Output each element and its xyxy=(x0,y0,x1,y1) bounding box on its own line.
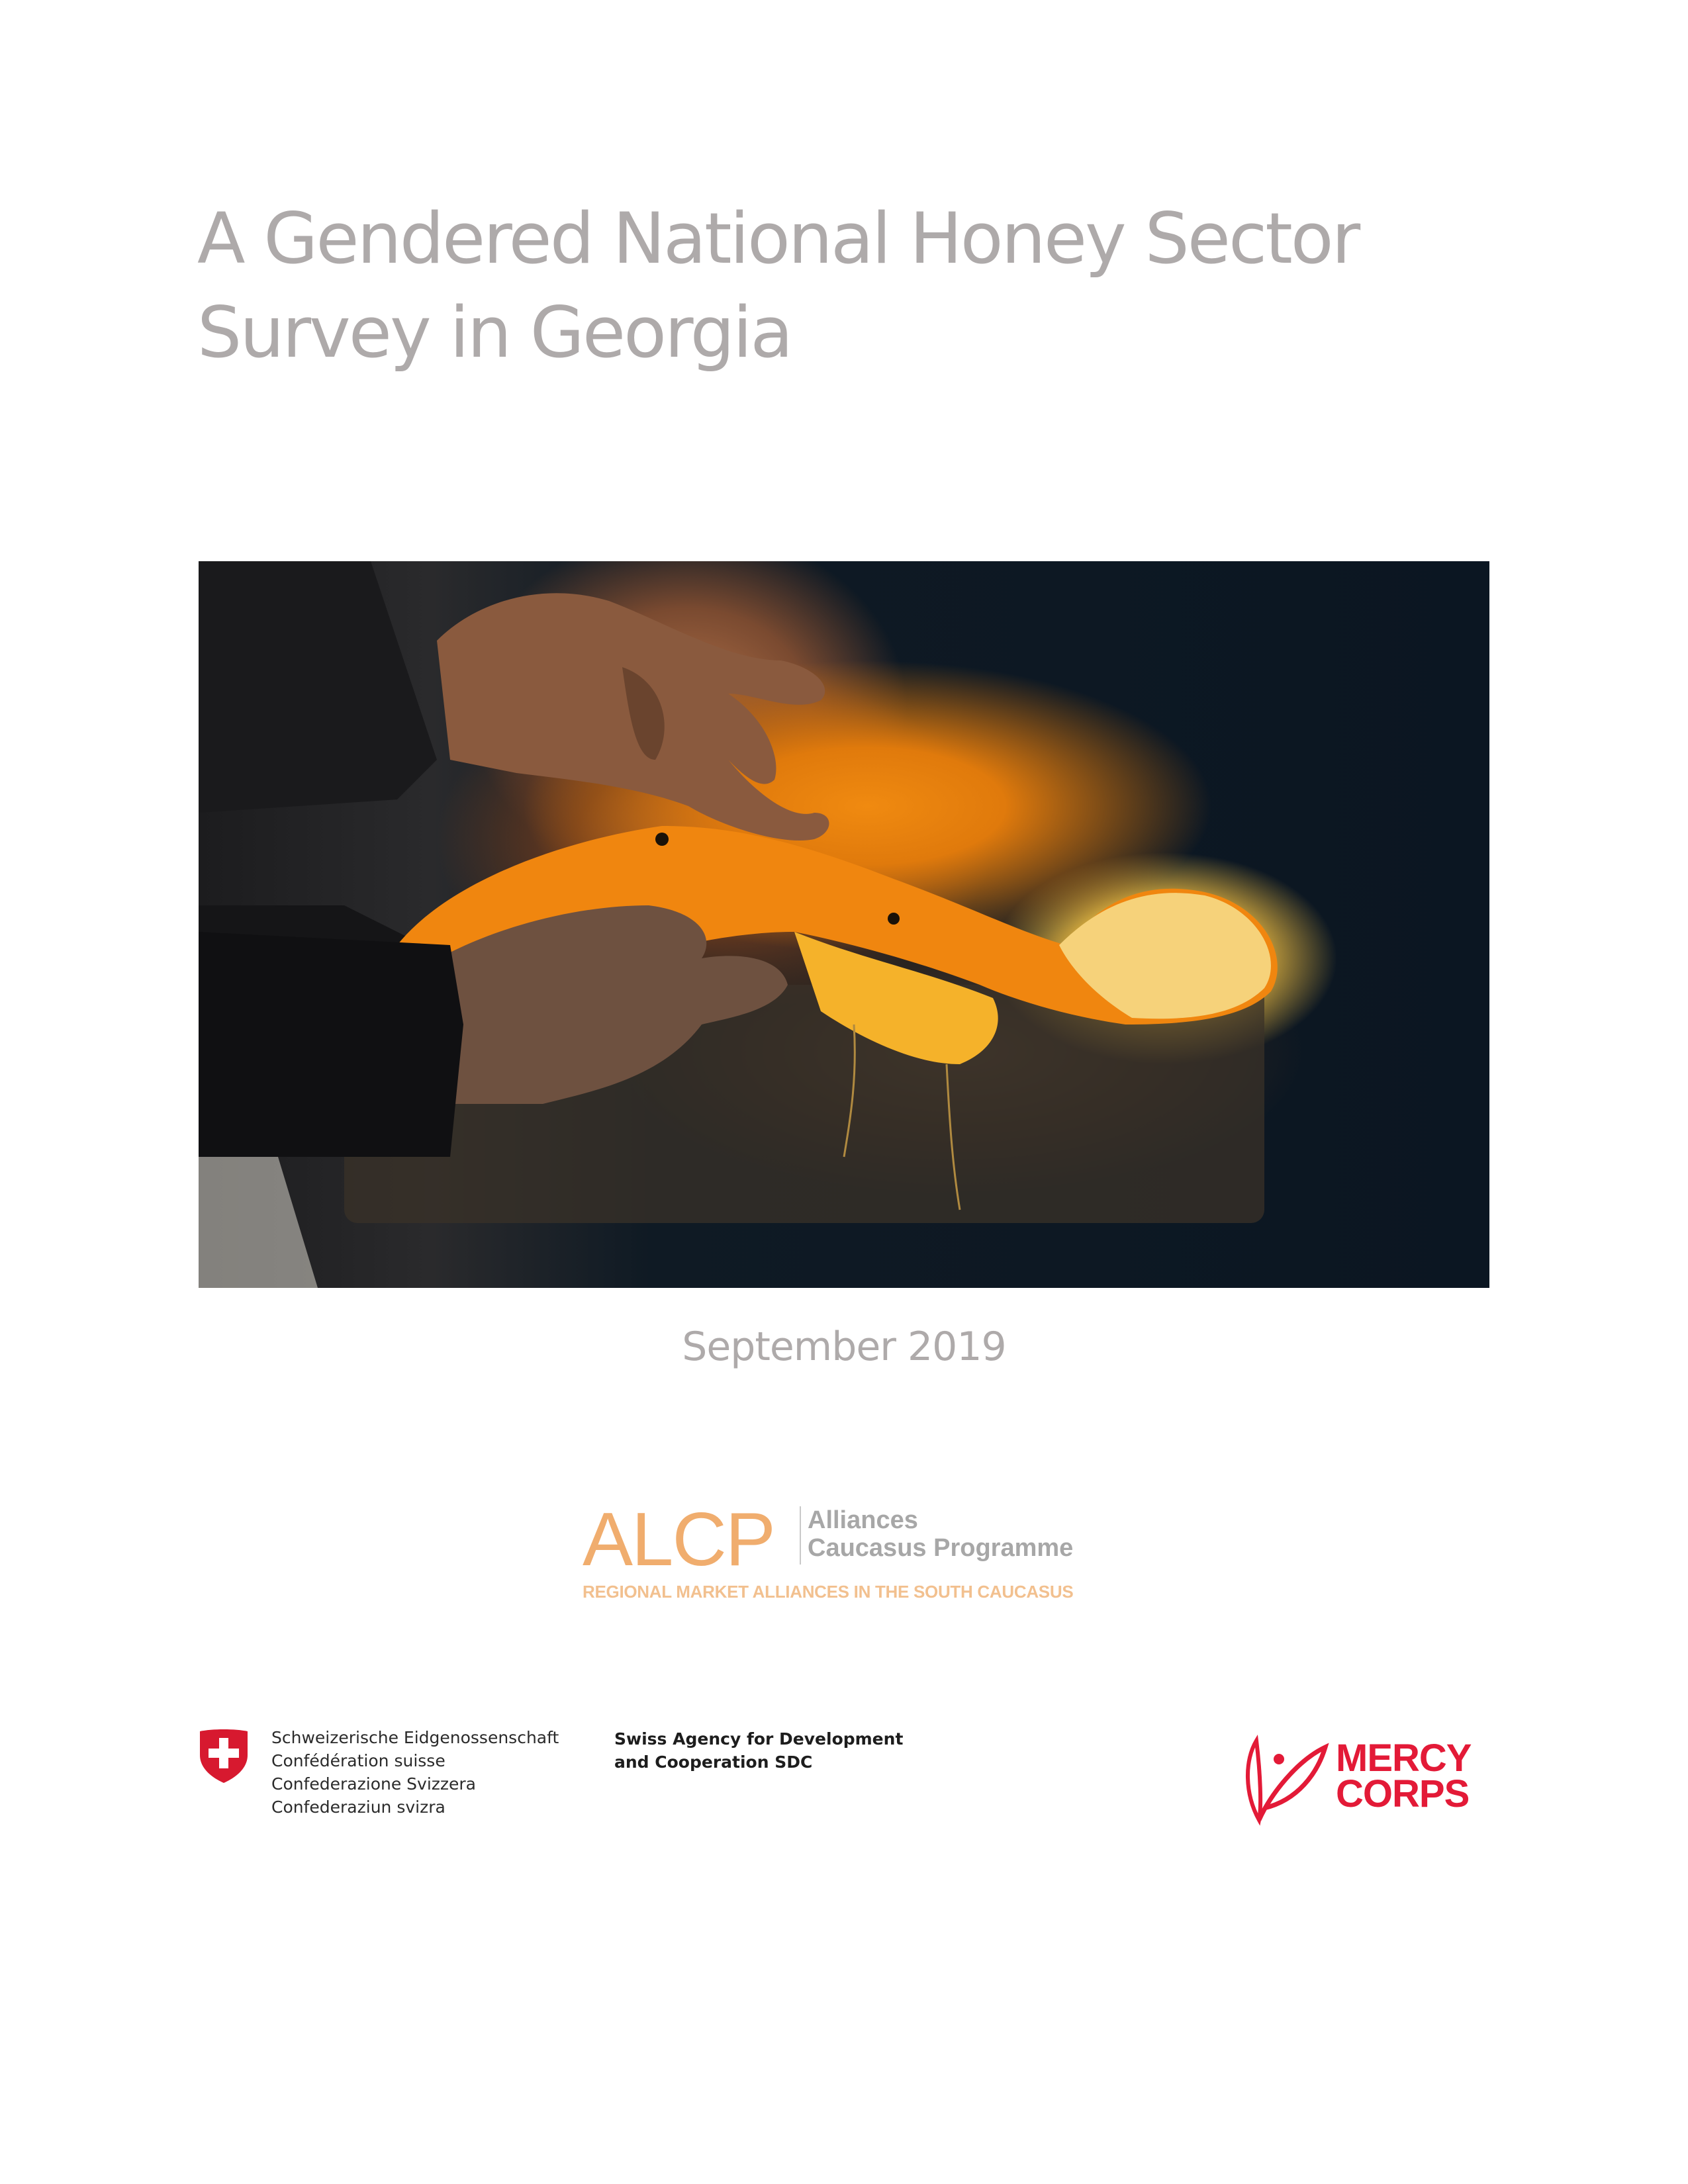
swiss-name-german: Schweizerische Eidgenossenschaft xyxy=(271,1728,559,1747)
alcp-logo xyxy=(583,1498,1112,1608)
alcp-name-line-1: Alliances xyxy=(808,1506,918,1534)
title-line-1: A Gendered National Honey Sector xyxy=(197,198,1359,279)
document-title xyxy=(197,192,1455,380)
swiss-confederation-names xyxy=(271,1726,559,1819)
alcp-tagline: REGIONAL MARKET ALLIANCES IN THE SOUTH CAUCASUS xyxy=(583,1582,1074,1602)
alcp-name-line-2: Caucasus Programme xyxy=(808,1534,1074,1562)
mercy-corps-line-1: MERCY xyxy=(1336,1737,1472,1780)
honeycomb-photo-illustration xyxy=(199,561,1489,1288)
alcp-logo-divider xyxy=(800,1506,801,1565)
publication-date: September 2019 xyxy=(682,1324,1006,1370)
sdc-logo-text xyxy=(614,1727,903,1774)
cover-photo-honeycomb xyxy=(199,561,1489,1288)
alcp-logo-mark: ALCP xyxy=(583,1498,774,1582)
swiss-name-romansh: Confederaziun svizra xyxy=(271,1797,445,1817)
swiss-name-french: Confédération suisse xyxy=(271,1751,445,1770)
mercy-corps-line-2: CORPS xyxy=(1336,1772,1470,1815)
alcp-logo-name xyxy=(808,1506,1073,1562)
mercy-corps-wordmark xyxy=(1336,1737,1472,1815)
title-line-2: Survey in Georgia xyxy=(197,292,792,373)
mercy-corps-leaf-figure-icon xyxy=(1244,1734,1331,1827)
mercy-corps-logo xyxy=(1244,1734,1489,1827)
swiss-shield-icon xyxy=(199,1729,249,1783)
swiss-name-italian: Confederazione Svizzera xyxy=(271,1774,476,1794)
sdc-line-1: Swiss Agency for Development xyxy=(614,1729,904,1749)
sdc-line-2: and Cooperation SDC xyxy=(614,1752,813,1772)
